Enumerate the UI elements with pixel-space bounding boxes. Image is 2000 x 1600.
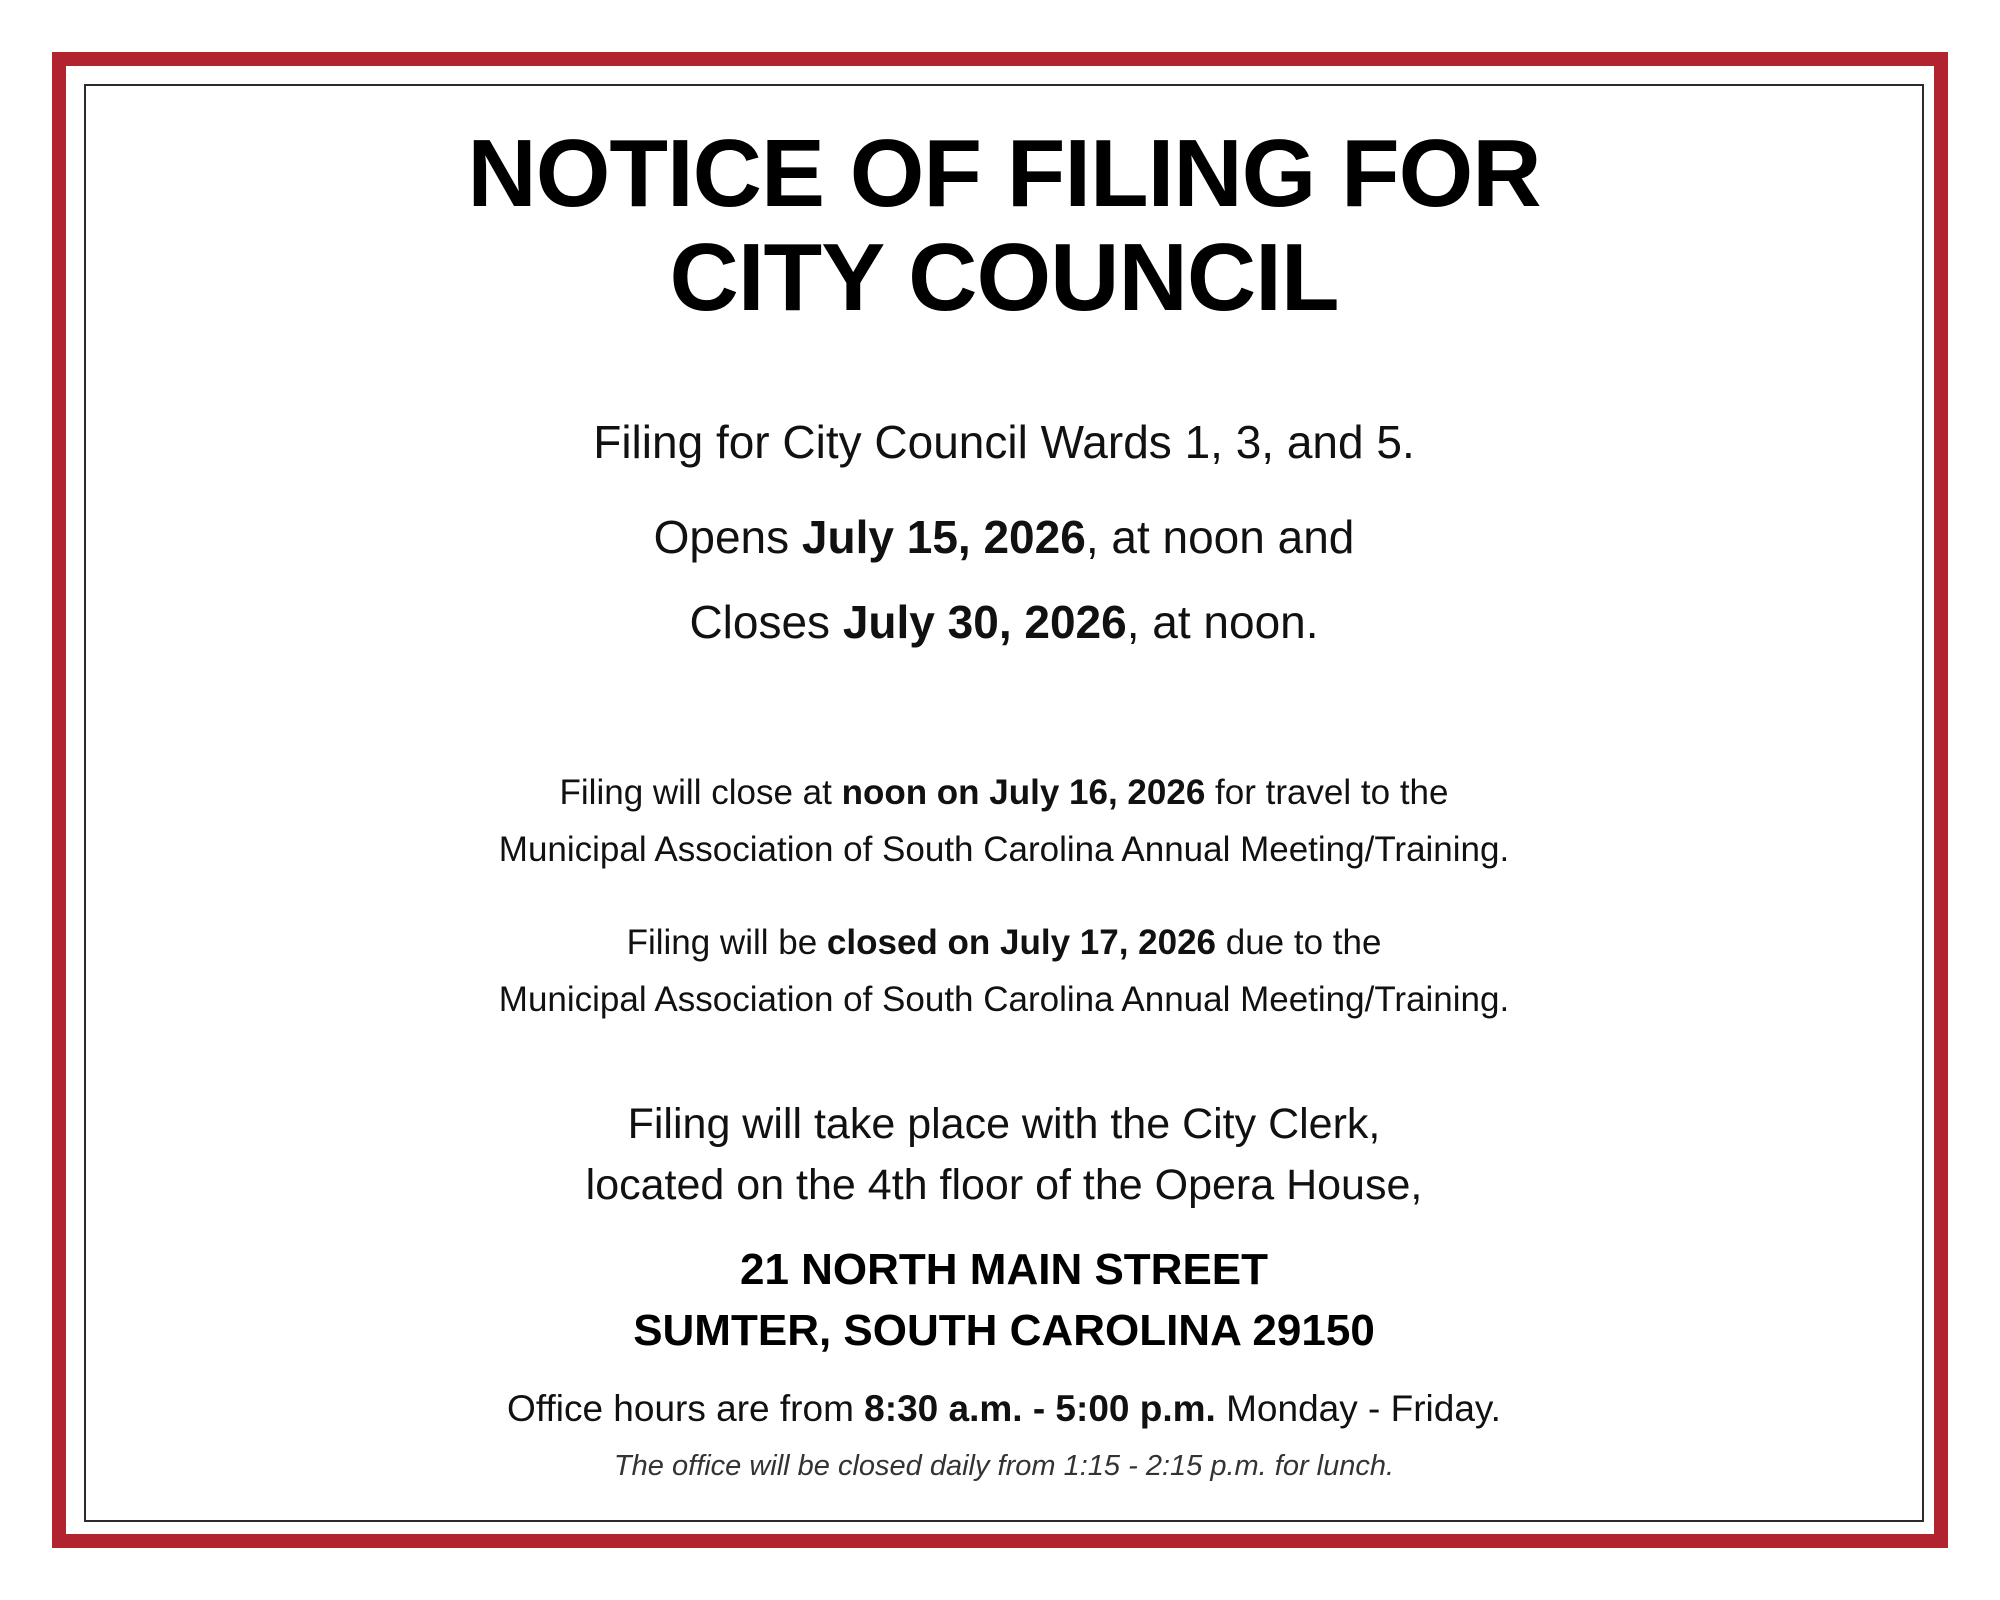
travel-closure-suffix: for travel to the bbox=[1205, 773, 1449, 812]
location-line-1: Filing will take place with the City Clerk, bbox=[627, 1100, 1381, 1148]
street-address bbox=[84, 1239, 1924, 1361]
location-text bbox=[84, 1094, 1924, 1216]
address-line-1: 21 NORTH MAIN STREET bbox=[739, 1245, 1269, 1294]
closes-date: July 30, 2026 bbox=[842, 596, 1127, 648]
closes-suffix: , at noon. bbox=[1126, 596, 1319, 648]
location-line-2: located on the 4th floor of the Opera House, bbox=[585, 1161, 1423, 1209]
hours-suffix: Monday - Friday. bbox=[1215, 1388, 1501, 1429]
notice-title bbox=[84, 122, 1924, 330]
closed-day-line-2: Municipal Association of South Carolina Annual Meeting/Training. bbox=[498, 980, 1510, 1019]
travel-closure-prefix: Filing will close at bbox=[559, 773, 842, 812]
travel-closure-line-1 bbox=[84, 764, 1924, 821]
title-line-2: CITY COUNCIL bbox=[669, 224, 1339, 331]
travel-closure-line-2: Municipal Association of South Carolina Annual Meeting/Training. bbox=[498, 830, 1510, 869]
address-line-2: SUMTER, SOUTH CAROLINA 29150 bbox=[633, 1306, 1375, 1355]
closed-day-date: closed on July 17, 2026 bbox=[826, 923, 1217, 962]
hours-time: 8:30 a.m. - 5:00 p.m. bbox=[864, 1388, 1216, 1429]
closed-day-prefix: Filing will be bbox=[626, 923, 827, 962]
notice-content bbox=[84, 84, 1924, 1522]
title-line-1: NOTICE OF FILING FOR bbox=[467, 120, 1541, 227]
wards-text: Filing for City Council Wards 1, 3, and 5. bbox=[593, 416, 1415, 468]
closes-prefix: Closes bbox=[689, 596, 843, 648]
opens-line bbox=[84, 509, 1924, 565]
opens-date: July 15, 2026 bbox=[801, 511, 1086, 563]
closes-line bbox=[84, 594, 1924, 650]
hours-prefix: Office hours are from bbox=[507, 1388, 865, 1429]
opens-suffix: , at noon and bbox=[1085, 511, 1355, 563]
closed-day-suffix: due to the bbox=[1216, 923, 1382, 962]
office-hours bbox=[84, 1384, 1924, 1434]
closed-day-note bbox=[84, 914, 1924, 1028]
closed-day-line-1 bbox=[84, 914, 1924, 971]
lunch-closure-note: The office will be closed daily from 1:15 - 2:15 p.m. for lunch. bbox=[613, 1450, 1395, 1482]
opens-prefix: Opens bbox=[653, 511, 802, 563]
travel-closure-note bbox=[84, 764, 1924, 878]
travel-closure-date: noon on July 16, 2026 bbox=[841, 773, 1206, 812]
